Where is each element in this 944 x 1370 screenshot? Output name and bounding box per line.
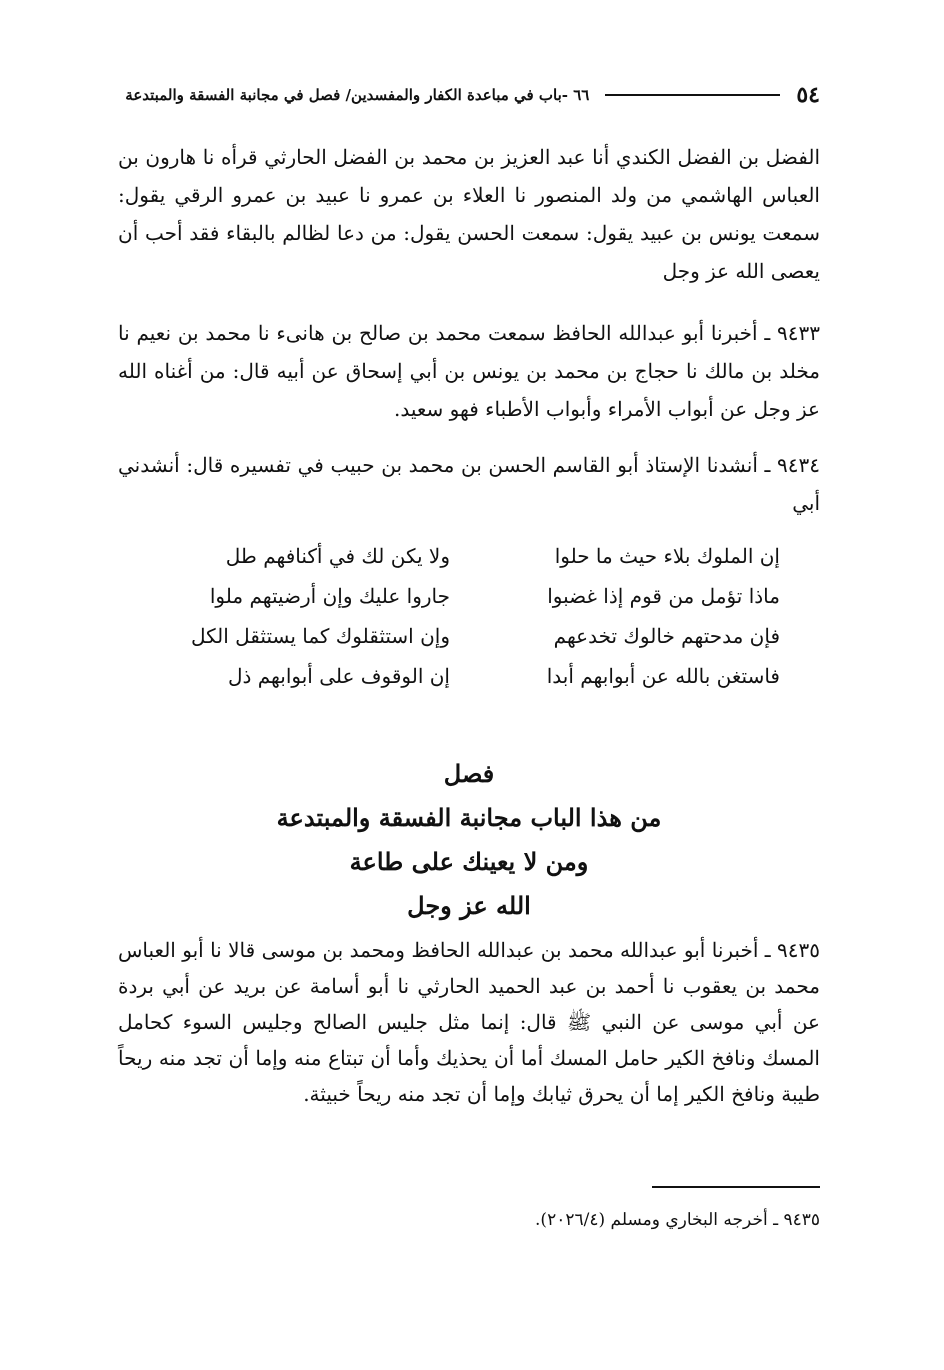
poem-verse bbox=[160, 656, 780, 696]
verse-first-hemistich: فاستغن بالله عن أبوابهم أبدا bbox=[546, 664, 780, 688]
poem-verse bbox=[160, 536, 780, 576]
page-number: ٥٤ bbox=[796, 82, 820, 108]
verse-second-hemistich: إن الوقوف على أبوابهم ذل bbox=[227, 664, 450, 688]
verse-first-hemistich: فإن مدحتهم خالوك تخدعهم bbox=[553, 624, 780, 648]
paragraph-9435: ٩٤٣٥ ـ أخبرنا أبو عبدالله محمد بن عبدالله الحافظ ومحمد بن موسى قالا نا أبو العباس محمد بن يعقوب نا أحمد بن عبد الحميد الحارثي نا أبو أسامة عن بريد عن أبي بردة عن أبي موسى عن النبي ﷺ قال: إنما مثل جليس الصالح وجليس السوء كحامل المسك ونافخ الكير حامل المسك أما أن يحذيك وأما أن تبتاع منه وإما أن تجد منه ريحاً طيبة ونافخ الكير إما أن يحرق ثيابك وإما أن تجد منه ريحاً خبيثة. bbox=[118, 938, 820, 1106]
section-subtitle-line-1: من هذا الباب مجانبة الفسقة والمبتدعة bbox=[276, 803, 662, 832]
header-rule bbox=[605, 94, 780, 96]
running-title: ٦٦ -باب في مباعدة الكفار والمفسدين/ فصل في مجانبة الفسقة والمبتدعة bbox=[125, 86, 590, 104]
verse-second-hemistich: وإن استثقلوك كما يستثقل الكل bbox=[190, 624, 450, 648]
poem-verse bbox=[160, 616, 780, 656]
section-subtitle-line-2: ومن لا يعينك على طاعة bbox=[349, 847, 589, 876]
verse-first-hemistich: ماذا تؤمل من قوم إذا غضبوا bbox=[547, 584, 780, 608]
verse-second-hemistich: ولا يكن لك في أكنافهم طل bbox=[225, 544, 450, 568]
verse-second-hemistich: جاروا عليك وإن أرضيتهم ملوا bbox=[209, 584, 450, 608]
paragraph-9433: ٩٤٣٣ ـ أخبرنا أبو عبدالله الحافظ سمعت محمد بن صالح بن هانىء نا محمد بن نعيم نا مخلد بن مالك نا حجاج بن محمد بن يونس بن أبي إسحاق عن أبيه قال: من أغناه الله عز وجل عن أبواب الأمراء وأبواب الأطباء فهو سعيد. bbox=[118, 321, 820, 421]
section-title: فصل bbox=[443, 759, 495, 788]
paragraph-continuation: الفضل بن الفضل الكندي أنا عبد العزيز بن محمد بن الفضل الحارثي قرأه نا هارون بن العباس الهاشمي من ولد المنصور نا العلاء بن عمرو نا عبيد بن عمرو الرقي يقول: سمعت يونس بن عبيد يقول: سمعت الحسن يقول: من دعا لظالم بالبقاء فقد أحب أن يعصى الله عز وجل bbox=[118, 145, 820, 283]
footnote-rule bbox=[652, 1186, 820, 1188]
footnote: ٩٤٣٥ ـ أخرجه البخاري ومسلم (٢٠٢٦/٤). bbox=[535, 1210, 820, 1230]
running-header bbox=[120, 80, 820, 110]
verse-first-hemistich: إن الملوك بلاء حيث ما حلوا bbox=[554, 544, 780, 568]
section-subtitle-line-3: الله عز وجل bbox=[407, 891, 531, 920]
poem bbox=[160, 536, 780, 696]
paragraph-9434: ٩٤٣٤ ـ أنشدنا الإستاذ أبو القاسم الحسن بن محمد بن حبيب في تفسيره قال: أنشدني أبي bbox=[118, 453, 820, 515]
section-heading bbox=[118, 752, 820, 928]
poem-verse bbox=[160, 576, 780, 616]
